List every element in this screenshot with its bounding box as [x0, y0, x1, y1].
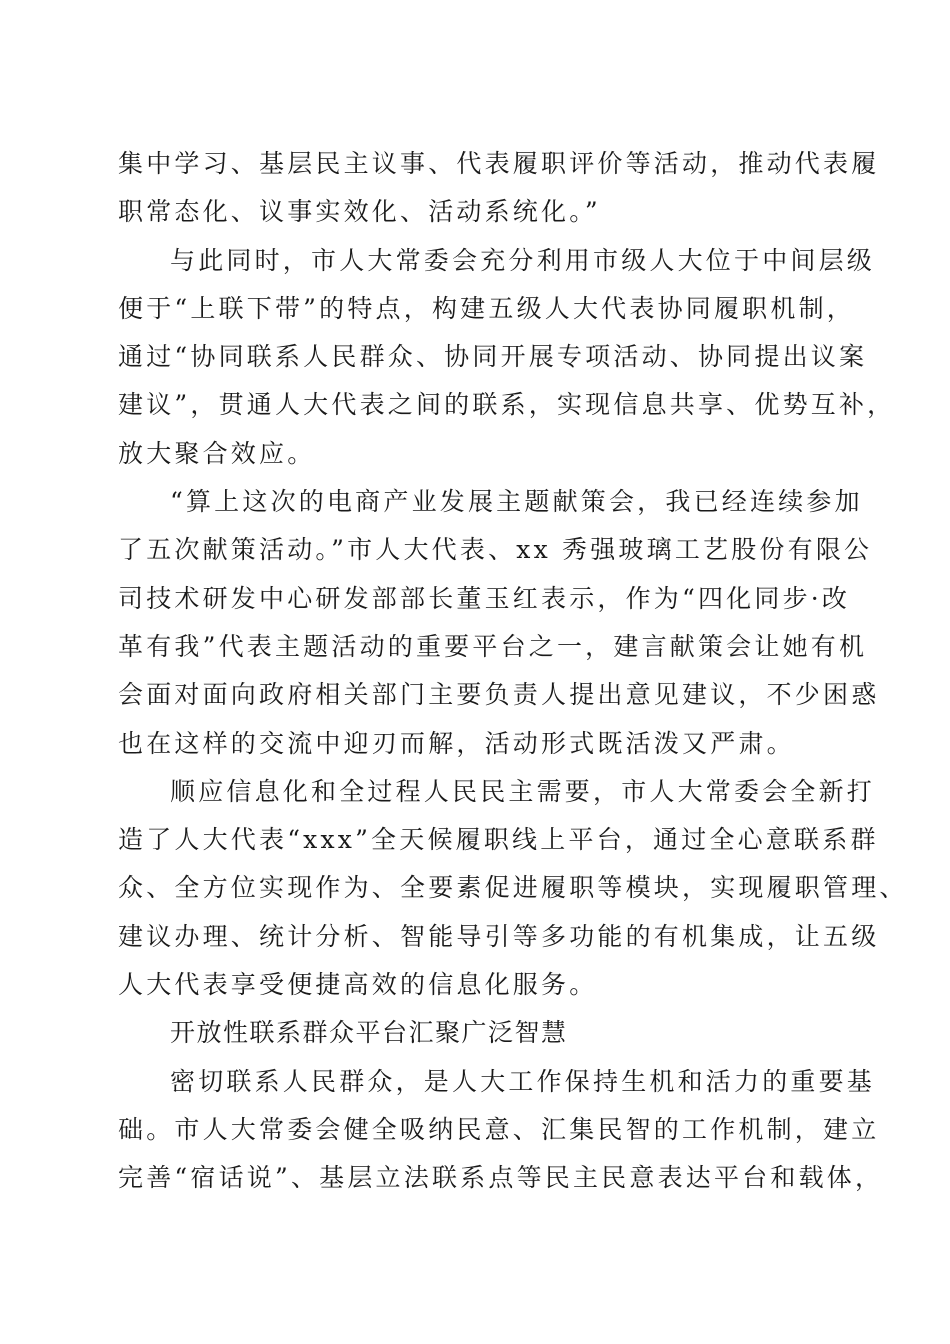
text-line: 完善“宿话说”、基层立法联系点等民主民意表达平台和载体，: [118, 1163, 884, 1193]
text-line: 础。市人大常委会健全吸纳民意、汇集民智的工作机制，建立: [118, 1114, 880, 1144]
text-line: 革有我”代表主题活动的重要平台之一，建言献策会让她有机: [118, 631, 868, 661]
text-line: 通过“协同联系人民群众、协同开展专项活动、协同提出议案: [118, 342, 868, 372]
text-line: 也在这样的交流中迎刃而解，活动形式既活泼又严肃。: [118, 728, 795, 758]
text-line: 集中学习、基层民主议事、代表履职评价等活动，推动代表履: [118, 149, 880, 178]
text-line: 职常态化、议事实效化、活动系统化。”: [118, 197, 601, 227]
paragraph-start-line: 与此同时，市人大常委会充分利用市级人大位于中间层级: [170, 245, 876, 275]
text-line: 会面对面向政府相关部门主要负责人提出意见建议，不少困惑: [118, 680, 880, 710]
section-heading: 开放性联系群众平台汇聚广泛智慧: [170, 1018, 568, 1048]
text-line: 便于“上联下带”的特点，构建五级人大代表协同履职机制，: [118, 293, 855, 323]
text-line: 建议办理、统计分析、智能导引等多功能的有机集成，让五级: [118, 921, 880, 951]
paragraph-start-line: 顺应信息化和全过程人民民主需要，市人大常委会全新打: [170, 776, 876, 806]
text-line: 造了人大代表“xxx”全天候履职线上平台，通过全心意联系群: [118, 825, 879, 855]
text-line: 放大聚合效应。: [118, 438, 316, 468]
document-body: [118, 140, 908, 1203]
text-line: 了五次献策活动。”市人大代表、xx 秀强玻璃工艺股份有限公: [118, 535, 873, 565]
text-line: 司技术研发中心研发部部长董玉红表示，作为“四化同步·改: [118, 583, 851, 613]
text-line: 众、全方位实现作为、全要素促进履职等模块，实现履职管理、: [118, 873, 908, 903]
paragraph-start-line: “算上这次的电商产业发展主题献策会，我已经连续参加: [170, 487, 863, 517]
text-line: 人大代表享受便捷高效的信息化服务。: [118, 970, 598, 1000]
paragraph-start-line: 密切联系人民群众，是人大工作保持生机和活力的重要基: [170, 1066, 876, 1096]
text-line: 建议”，贯通人大代表之间的联系，实现信息共享、优势互补，: [118, 390, 896, 420]
